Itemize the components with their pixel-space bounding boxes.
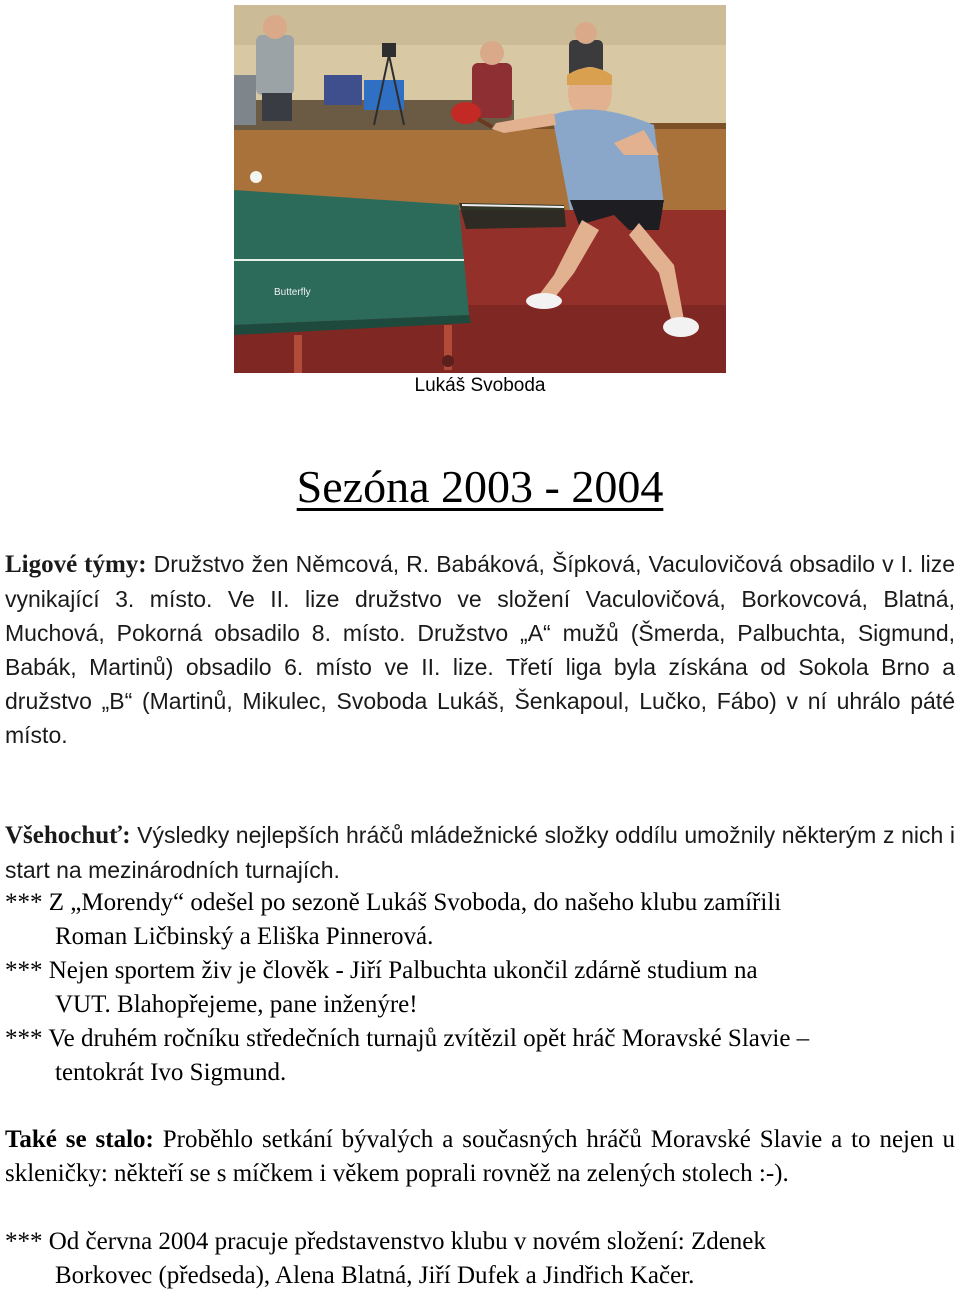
bullet-continuation: Roman Ličbinský a Eliška Pinnerová. bbox=[55, 923, 434, 950]
ligove-label: Ligové týmy: bbox=[5, 551, 147, 578]
bullet-stars: *** bbox=[5, 889, 43, 916]
ligove-text: Družstvo žen Němcová, R. Babáková, Šípková, Vaculovičová obsadilo v I. lize vynikající 3. místo. Ve II. lize družstvo ve složení Vaculovičová, Borkovcová, Blatná, Muchová, Pokorná obsadilo 8. místo. Družstvo „A“ mužů (Šmerda, Palbuchta, Sigmund, Babák, Martinů) obsadilo 6. místo ve II. lize. Třetí liga byla získána od Sokola Brno a družstvo „B“ (Martinů, Mikulec, Svoboda Lukáš, Šenkapoul, Lučko, Fábo) v ní uhrálo páté místo. bbox=[5, 551, 955, 748]
table-brand: Butterfly bbox=[274, 287, 311, 298]
page-title-text: Sezóna 2003 - 2004 bbox=[296, 461, 664, 512]
bullet-stars: *** bbox=[5, 1025, 43, 1052]
bullet-continuation: VUT. Blahopřejeme, pane inženýre! bbox=[55, 991, 418, 1018]
vsehochut-text: Výsledky nejlepších hráčů mládežnické složky oddílu umožnily některým z nich i start na mezinárodních turnajích. bbox=[5, 822, 955, 883]
list-item bbox=[5, 954, 955, 1022]
paragraph-vsehochut bbox=[5, 818, 955, 887]
bullet-line: Z „Morendy“ odešel po sezoně Lukáš Svoboda, do našeho klubu zamířili bbox=[48, 889, 782, 916]
bullet-continuation: tentokrát Ivo Sigmund. bbox=[55, 1059, 287, 1086]
bullet-line: Nejen sportem živ je člověk - Jiří Palbuchta ukončil zdárně studium na bbox=[48, 957, 758, 984]
page-title bbox=[0, 458, 960, 516]
list-item bbox=[5, 1022, 955, 1090]
photo-illustration bbox=[234, 5, 726, 373]
photo-caption: Lukáš Svoboda bbox=[414, 375, 546, 396]
bullet-stars: *** bbox=[5, 1228, 43, 1255]
bullet-stars: *** bbox=[5, 957, 43, 984]
player-photo bbox=[234, 5, 726, 373]
bullet-line: Od června 2004 pracuje představenstvo klubu v novém složení: Zdenek bbox=[48, 1228, 766, 1255]
paragraph-ligove bbox=[5, 547, 955, 752]
paragraph-take bbox=[5, 1123, 955, 1191]
list-item bbox=[5, 1225, 955, 1293]
bullet-line: Ve druhém ročníku středečních turnajů zvítězil opět hráč Moravské Slavie – bbox=[48, 1025, 810, 1052]
list-item bbox=[5, 886, 955, 954]
bullet-continuation: Borkovec (předseda), Alena Blatná, Jiří Dufek a Jindřich Kačer. bbox=[55, 1262, 695, 1289]
vsehochut-label: Všehochuť: bbox=[5, 822, 131, 849]
take-text: Proběhlo setkání bývalých a současných hráčů Moravské Slavie a to nejen u skleničky: někteří se s míčkem i věkem poprali rovněž na zelených stolech :-). bbox=[5, 1126, 956, 1187]
take-label: Také se stalo: bbox=[5, 1126, 154, 1153]
